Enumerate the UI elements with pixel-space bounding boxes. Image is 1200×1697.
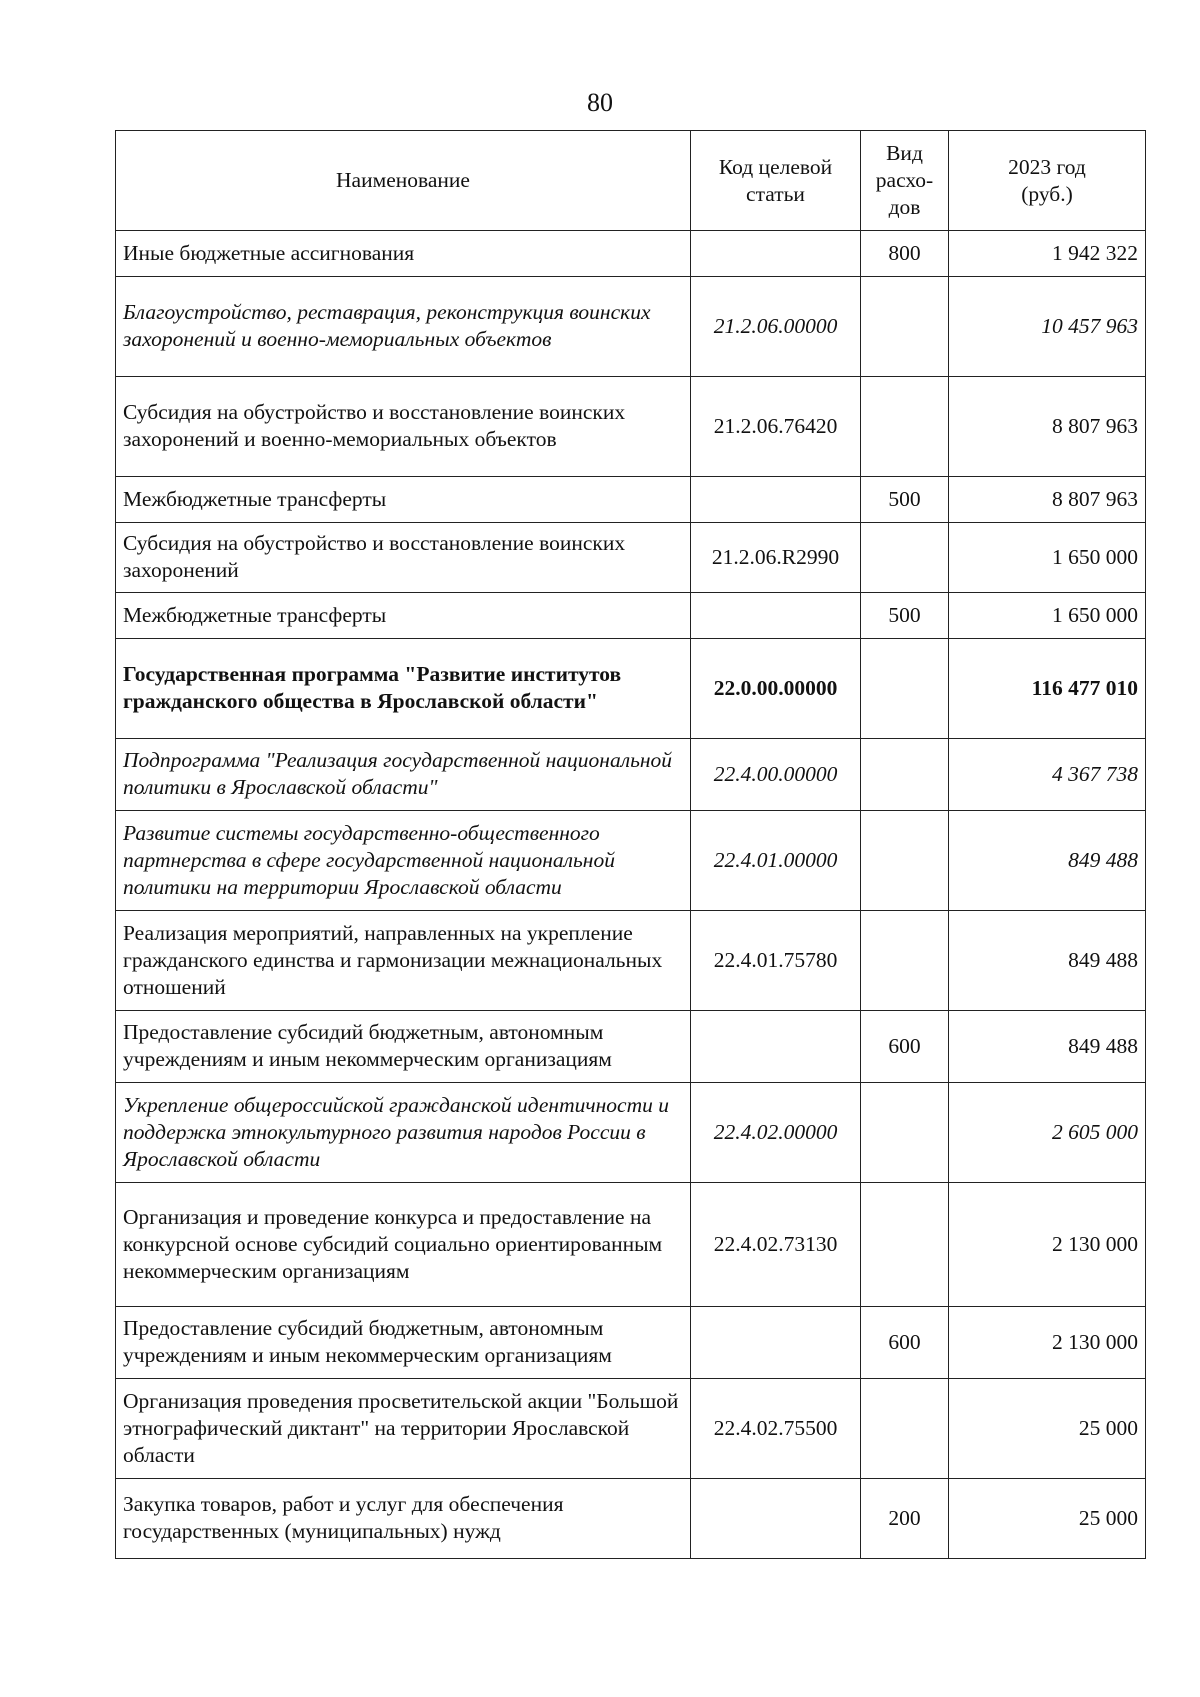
cell-name: Субсидия на обустройство и восстановление воинских захоронений и военно-мемориальных объектов	[116, 377, 691, 477]
header-name: Наименование	[116, 131, 691, 231]
cell-code: 21.2.06.R2990	[691, 523, 861, 593]
cell-amount: 849 488	[949, 911, 1146, 1011]
cell-amount: 8 807 963	[949, 477, 1146, 523]
cell-type	[861, 739, 949, 811]
cell-name: Межбюджетные трансферты	[116, 477, 691, 523]
cell-amount: 1 650 000	[949, 593, 1146, 639]
cell-amount: 8 807 963	[949, 377, 1146, 477]
cell-code	[691, 1011, 861, 1083]
table-row	[116, 523, 1146, 593]
cell-code: 22.4.02.75500	[691, 1379, 861, 1479]
cell-type: 500	[861, 477, 949, 523]
cell-amount: 1 650 000	[949, 523, 1146, 593]
cell-code	[691, 477, 861, 523]
cell-name: Укрепление общероссийской гражданской идентичности и поддержка этнокультурного развития народов России в Ярославской области	[116, 1083, 691, 1183]
header-amount: 2023 год (руб.)	[949, 131, 1146, 231]
header-type: Вид расхо-дов	[861, 131, 949, 231]
header-code: Код целевой статьи	[691, 131, 861, 231]
cell-code: 22.4.01.75780	[691, 911, 861, 1011]
table-row	[116, 1479, 1146, 1559]
table-body	[116, 231, 1146, 1559]
table-row	[116, 639, 1146, 739]
table-row	[116, 1307, 1146, 1379]
cell-name: Государственная программа "Развитие институтов гражданского общества в Ярославской области"	[116, 639, 691, 739]
cell-name: Предоставление субсидий бюджетным, автономным учреждениям и иным некоммерческим организациям	[116, 1011, 691, 1083]
cell-amount: 25 000	[949, 1479, 1146, 1559]
cell-amount: 2 130 000	[949, 1307, 1146, 1379]
budget-table	[115, 130, 1146, 1559]
table-row	[116, 1183, 1146, 1307]
cell-amount: 849 488	[949, 1011, 1146, 1083]
table-row	[116, 593, 1146, 639]
cell-name: Предоставление субсидий бюджетным, автономным учреждениям и иным некоммерческим организациям	[116, 1307, 691, 1379]
table-row	[116, 911, 1146, 1011]
table-row	[116, 811, 1146, 911]
cell-name: Реализация мероприятий, направленных на укрепление гражданского единства и гармонизации межнациональных отношений	[116, 911, 691, 1011]
cell-amount: 849 488	[949, 811, 1146, 911]
cell-code	[691, 231, 861, 277]
table-row	[116, 1379, 1146, 1479]
cell-code	[691, 593, 861, 639]
cell-name: Организация проведения просветительской акции "Большой этнографический диктант" на территории Ярославской области	[116, 1379, 691, 1479]
cell-code	[691, 1307, 861, 1379]
table-row	[116, 477, 1146, 523]
page-number: 80	[587, 88, 613, 117]
cell-name: Межбюджетные трансферты	[116, 593, 691, 639]
table-row	[116, 277, 1146, 377]
cell-type: 200	[861, 1479, 949, 1559]
cell-name: Подпрограмма "Реализация государственной национальной политики в Ярославской области"	[116, 739, 691, 811]
cell-type	[861, 911, 949, 1011]
table-row	[116, 1011, 1146, 1083]
cell-code	[691, 1479, 861, 1559]
cell-name: Организация и проведение конкурса и предоставление на конкурсной основе субсидий социально ориентированным некоммерческим организациям	[116, 1183, 691, 1307]
cell-name: Субсидия на обустройство и восстановление воинских захоронений	[116, 523, 691, 593]
cell-type	[861, 1183, 949, 1307]
cell-code: 22.0.00.00000	[691, 639, 861, 739]
table-row	[116, 1083, 1146, 1183]
cell-amount: 2 605 000	[949, 1083, 1146, 1183]
cell-amount: 25 000	[949, 1379, 1146, 1479]
cell-type	[861, 377, 949, 477]
cell-type: 800	[861, 231, 949, 277]
cell-type	[861, 1083, 949, 1183]
cell-code: 21.2.06.76420	[691, 377, 861, 477]
cell-type: 600	[861, 1011, 949, 1083]
cell-type	[861, 277, 949, 377]
cell-amount: 1 942 322	[949, 231, 1146, 277]
cell-type: 600	[861, 1307, 949, 1379]
cell-code: 22.4.02.00000	[691, 1083, 861, 1183]
cell-code: 22.4.00.00000	[691, 739, 861, 811]
cell-name: Благоустройство, реставрация, реконструкция воинских захоронений и военно-мемориальных объектов	[116, 277, 691, 377]
cell-type	[861, 1379, 949, 1479]
cell-type	[861, 811, 949, 911]
cell-name: Иные бюджетные ассигнования	[116, 231, 691, 277]
cell-amount: 4 367 738	[949, 739, 1146, 811]
cell-name: Закупка товаров, работ и услуг для обеспечения государственных (муниципальных) нужд	[116, 1479, 691, 1559]
cell-type	[861, 523, 949, 593]
table-row	[116, 231, 1146, 277]
cell-code: 21.2.06.00000	[691, 277, 861, 377]
cell-type	[861, 639, 949, 739]
cell-name: Развитие системы государственно-общественного партнерства в сфере государственной национальной политики на территории Ярославской области	[116, 811, 691, 911]
cell-code: 22.4.02.73130	[691, 1183, 861, 1307]
table-row	[116, 377, 1146, 477]
cell-amount: 2 130 000	[949, 1183, 1146, 1307]
cell-amount: 116 477 010	[949, 639, 1146, 739]
cell-amount: 10 457 963	[949, 277, 1146, 377]
cell-type: 500	[861, 593, 949, 639]
cell-code: 22.4.01.00000	[691, 811, 861, 911]
table-row	[116, 739, 1146, 811]
table-header-row	[116, 131, 1146, 231]
